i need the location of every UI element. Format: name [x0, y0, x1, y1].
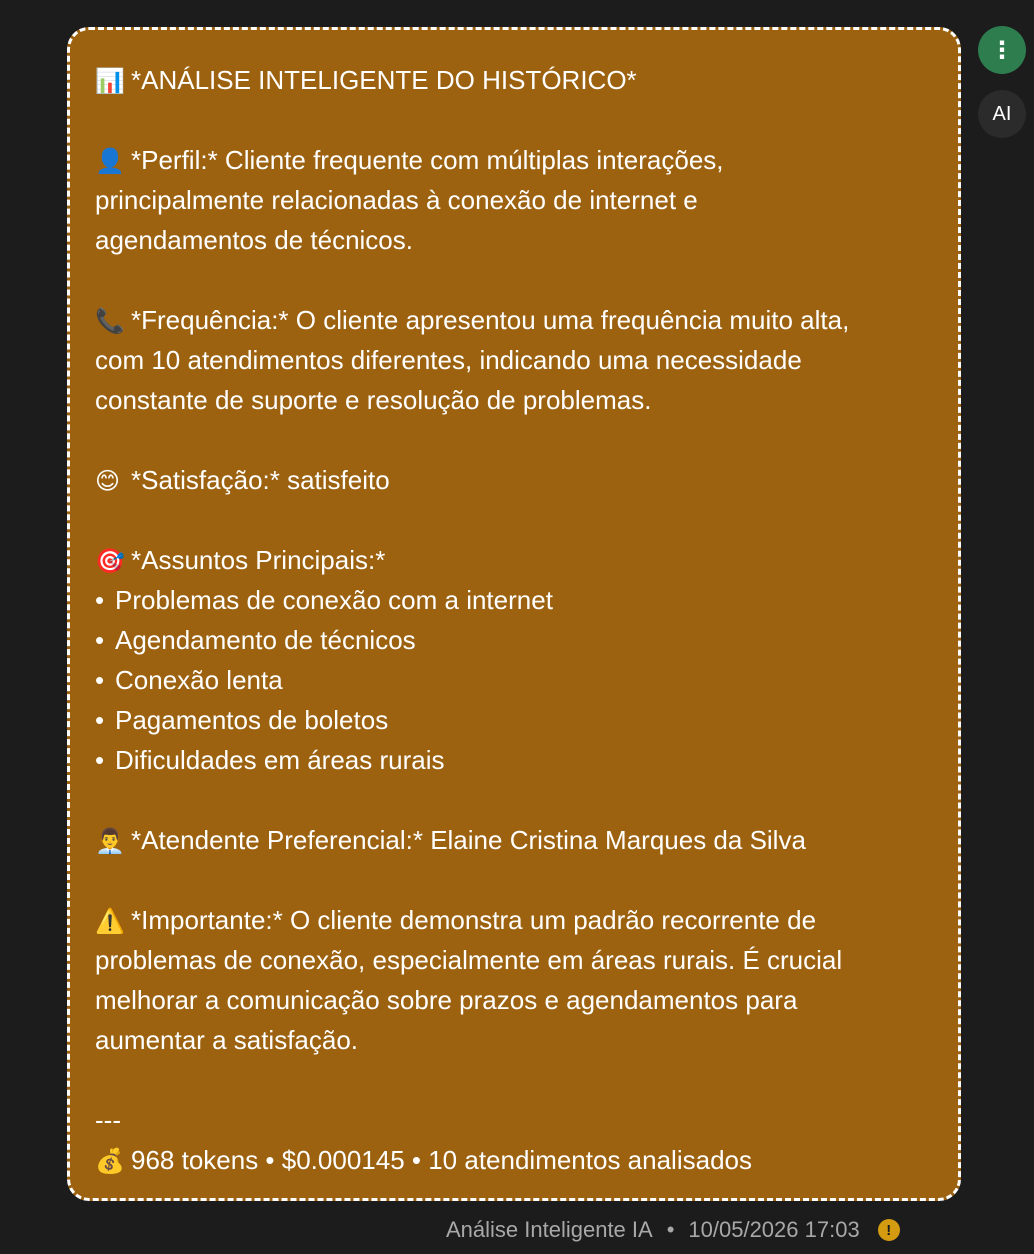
warning-circle-icon[interactable]: !	[878, 1219, 900, 1241]
message-bubble	[67, 27, 961, 1201]
separator: ---	[95, 1105, 121, 1135]
frequency-line-1	[95, 300, 934, 340]
topic-item-text: Agendamento de técnicos	[115, 625, 416, 655]
usage-footer	[95, 1140, 934, 1180]
spacer	[95, 100, 934, 140]
spacer	[95, 260, 934, 300]
message-title-text: *ANÁLISE INTELIGENTE DO HISTÓRICO*	[131, 65, 637, 95]
message-meta	[446, 1212, 900, 1248]
bar-chart-icon: 📊	[95, 67, 125, 95]
businessman-icon: 👨‍💼	[95, 827, 125, 855]
message-timestamp: 10/05/2026 17:03	[688, 1217, 860, 1242]
topic-item	[95, 700, 934, 740]
sender-name: Análise Inteligente IA	[446, 1217, 653, 1242]
attendant-text: *Atendente Preferencial:* Elaine Cristina Marques da Silva	[131, 825, 806, 855]
spacer	[95, 500, 934, 540]
attendant-line	[95, 820, 934, 860]
topic-item	[95, 620, 934, 660]
spacer	[95, 1060, 934, 1100]
topics-heading-text: *Assuntos Principais:*	[131, 545, 386, 575]
message-title	[95, 60, 934, 100]
spacer	[95, 420, 934, 460]
important-line-1	[95, 900, 934, 940]
satisfaction-line	[95, 460, 934, 500]
target-icon: 🎯	[95, 547, 125, 575]
important-line-2: problemas de conexão, especialmente em áreas rurais. É crucial	[95, 945, 843, 975]
avatar-label: AI	[992, 102, 1012, 125]
profile-line-1	[95, 140, 934, 180]
spacer	[95, 860, 934, 900]
frequency-line-3: constante de suporte e resolução de problemas.	[95, 385, 652, 415]
bullet-icon: •	[95, 665, 105, 695]
topics-heading	[95, 540, 934, 580]
important-text: *Importante:* O cliente demonstra um padrão recorrente de	[131, 905, 817, 935]
profile-line-2: principalmente relacionadas à conexão de internet e	[95, 185, 698, 215]
important-line-4: aumentar a satisfação.	[95, 1025, 359, 1055]
important-line-3: melhorar a comunicação sobre prazos e agendamentos para	[95, 985, 798, 1015]
spacer	[95, 780, 934, 820]
warning-icon: ⚠️	[95, 907, 125, 935]
profile-text: *Perfil:* Cliente frequente com múltiplas interações,	[131, 145, 724, 175]
frequency-line-2: com 10 atendimentos diferentes, indicando uma necessidade	[95, 345, 802, 375]
topic-item	[95, 660, 934, 700]
bullet-icon: •	[95, 625, 105, 655]
bullet-icon: •	[95, 705, 105, 735]
topic-item-text: Dificuldades em áreas rurais	[115, 745, 445, 775]
meta-separator: •	[666, 1217, 675, 1242]
message-menu-button[interactable]	[978, 26, 1026, 74]
satisfaction-text: *Satisfação:* satisfeito	[131, 465, 390, 495]
frequency-text: *Frequência:* O cliente apresentou uma frequência muito alta,	[131, 305, 850, 335]
profile-line-3: agendamentos de técnicos.	[95, 225, 413, 255]
more-vertical-icon: ⋮	[990, 36, 1014, 64]
ai-avatar	[978, 90, 1026, 138]
topic-item	[95, 740, 934, 780]
money-bag-icon: 💰	[95, 1147, 125, 1175]
user-icon: 👤	[95, 147, 125, 175]
bullet-icon: •	[95, 585, 105, 615]
topic-item-text: Problemas de conexão com a internet	[115, 585, 553, 615]
topic-item-text: Conexão lenta	[115, 665, 283, 695]
topic-item-text: Pagamentos de boletos	[115, 705, 389, 735]
smile-icon: 😊	[95, 467, 121, 495]
usage-footer-text: 968 tokens • $0.000145 • 10 atendimentos analisados	[131, 1145, 752, 1175]
bullet-icon: •	[95, 745, 105, 775]
topic-item	[95, 580, 934, 620]
phone-icon: 📞	[95, 307, 125, 335]
